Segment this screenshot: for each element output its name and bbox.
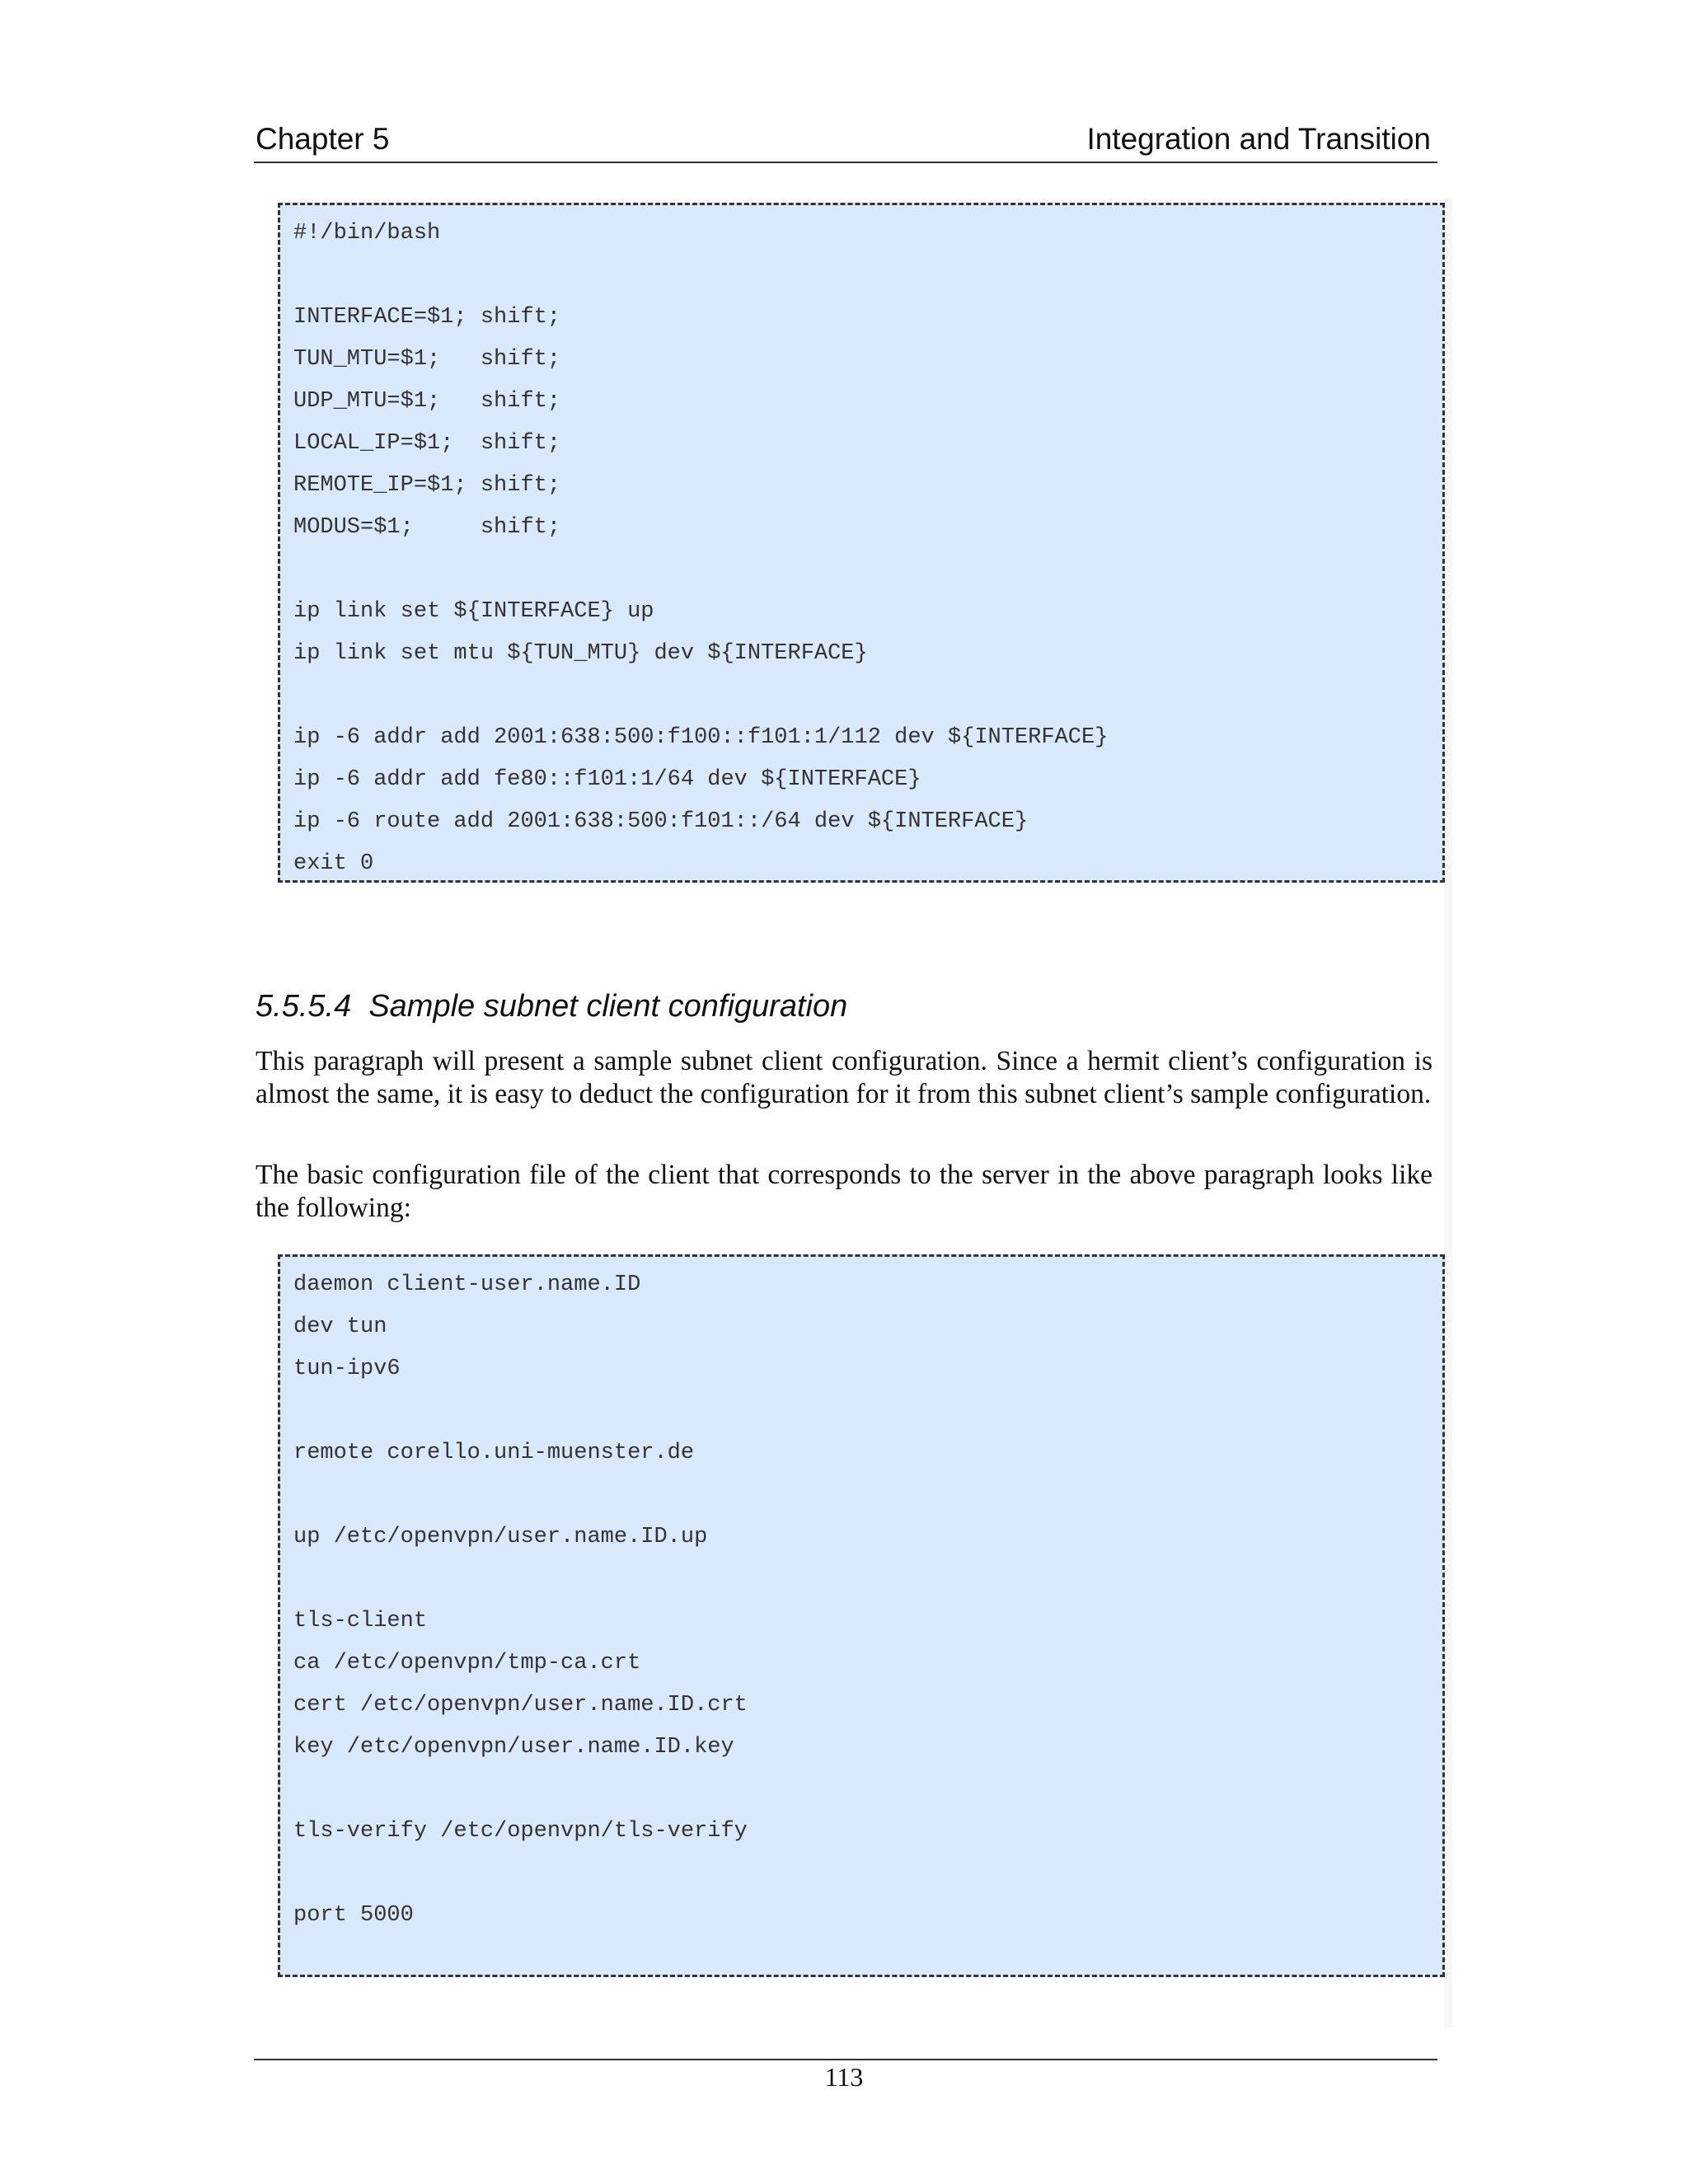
code-line: REMOTE_IP=$1; shift; xyxy=(293,473,561,498)
code-line: tun-ipv6 xyxy=(293,1357,401,1381)
section-heading: 5.5.5.4 Sample subnet client configuration xyxy=(256,989,848,1024)
code-line: cert /etc/openvpn/user.name.ID.crt xyxy=(293,1693,748,1718)
code-line: tls-client xyxy=(293,1609,428,1633)
body-paragraph: This paragraph will present a sample subnet client configuration. Since a hermit client’s configuration is almost the same, it is easy to deduct the configuration for it from this subnet client’s sample configuration. xyxy=(256,1046,1432,1109)
code-line xyxy=(293,1558,1442,1601)
code-line: MODUS=$1; shift; xyxy=(293,515,561,540)
code-line: ip -6 addr add 2001:638:500:f100::f101:1/112 dev ${INTERFACE} xyxy=(293,725,1109,750)
code-line xyxy=(293,1390,1442,1432)
chapter-title: Integration and Transition xyxy=(1086,122,1431,156)
code-line: tls-verify /etc/openvpn/tls-verify xyxy=(293,1819,748,1844)
body-paragraph: The basic configuration file of the client that corresponds to the server in the above paragraph looks like the following: xyxy=(256,1160,1432,1223)
code-line: UDP_MTU=$1; shift; xyxy=(293,389,561,414)
footer-rule xyxy=(254,2059,1437,2060)
code-line: INTERFACE=$1; shift; xyxy=(293,305,561,330)
code-line xyxy=(293,1769,1442,1811)
page-number: 113 xyxy=(824,2062,864,2092)
bash-script-code-block xyxy=(278,203,1445,883)
code-line xyxy=(293,1853,1442,1895)
page-header xyxy=(254,115,1437,163)
code-line: remote corello.uni-muenster.de xyxy=(293,1441,695,1465)
code-line: daemon client-user.name.ID xyxy=(293,1272,641,1297)
client-config-code-block xyxy=(278,1254,1445,1977)
code-line: port 5000 xyxy=(293,1903,414,1928)
code-line: LOCAL_IP=$1; shift; xyxy=(293,431,561,456)
code-line: #!/bin/bash xyxy=(293,221,441,246)
code-line: ip link set ${INTERFACE} up xyxy=(293,599,654,624)
code-line: ip -6 addr add fe80::f101:1/64 dev ${INTERFACE} xyxy=(293,767,921,792)
chapter-label: Chapter 5 xyxy=(256,122,390,156)
code-line xyxy=(293,549,1442,591)
code-line xyxy=(293,255,1442,297)
code-line: ip -6 route add 2001:638:500:f101::/64 dev ${INTERFACE} xyxy=(293,809,1029,834)
code-line: key /etc/openvpn/user.name.ID.key xyxy=(293,1735,734,1760)
code-line: TUN_MTU=$1; shift; xyxy=(293,347,561,372)
code-line: ca /etc/openvpn/tmp-ca.crt xyxy=(293,1651,641,1675)
code-line xyxy=(293,675,1442,717)
code-line xyxy=(293,1474,1442,1516)
code-line: ip link set mtu ${TUN_MTU} dev ${INTERFACE} xyxy=(293,641,868,666)
page-edge-shade xyxy=(1444,198,1452,2027)
code-line: dev tun xyxy=(293,1315,387,1339)
code-line: exit 0 xyxy=(293,851,374,876)
code-line: up /etc/openvpn/user.name.ID.up xyxy=(293,1525,708,1549)
